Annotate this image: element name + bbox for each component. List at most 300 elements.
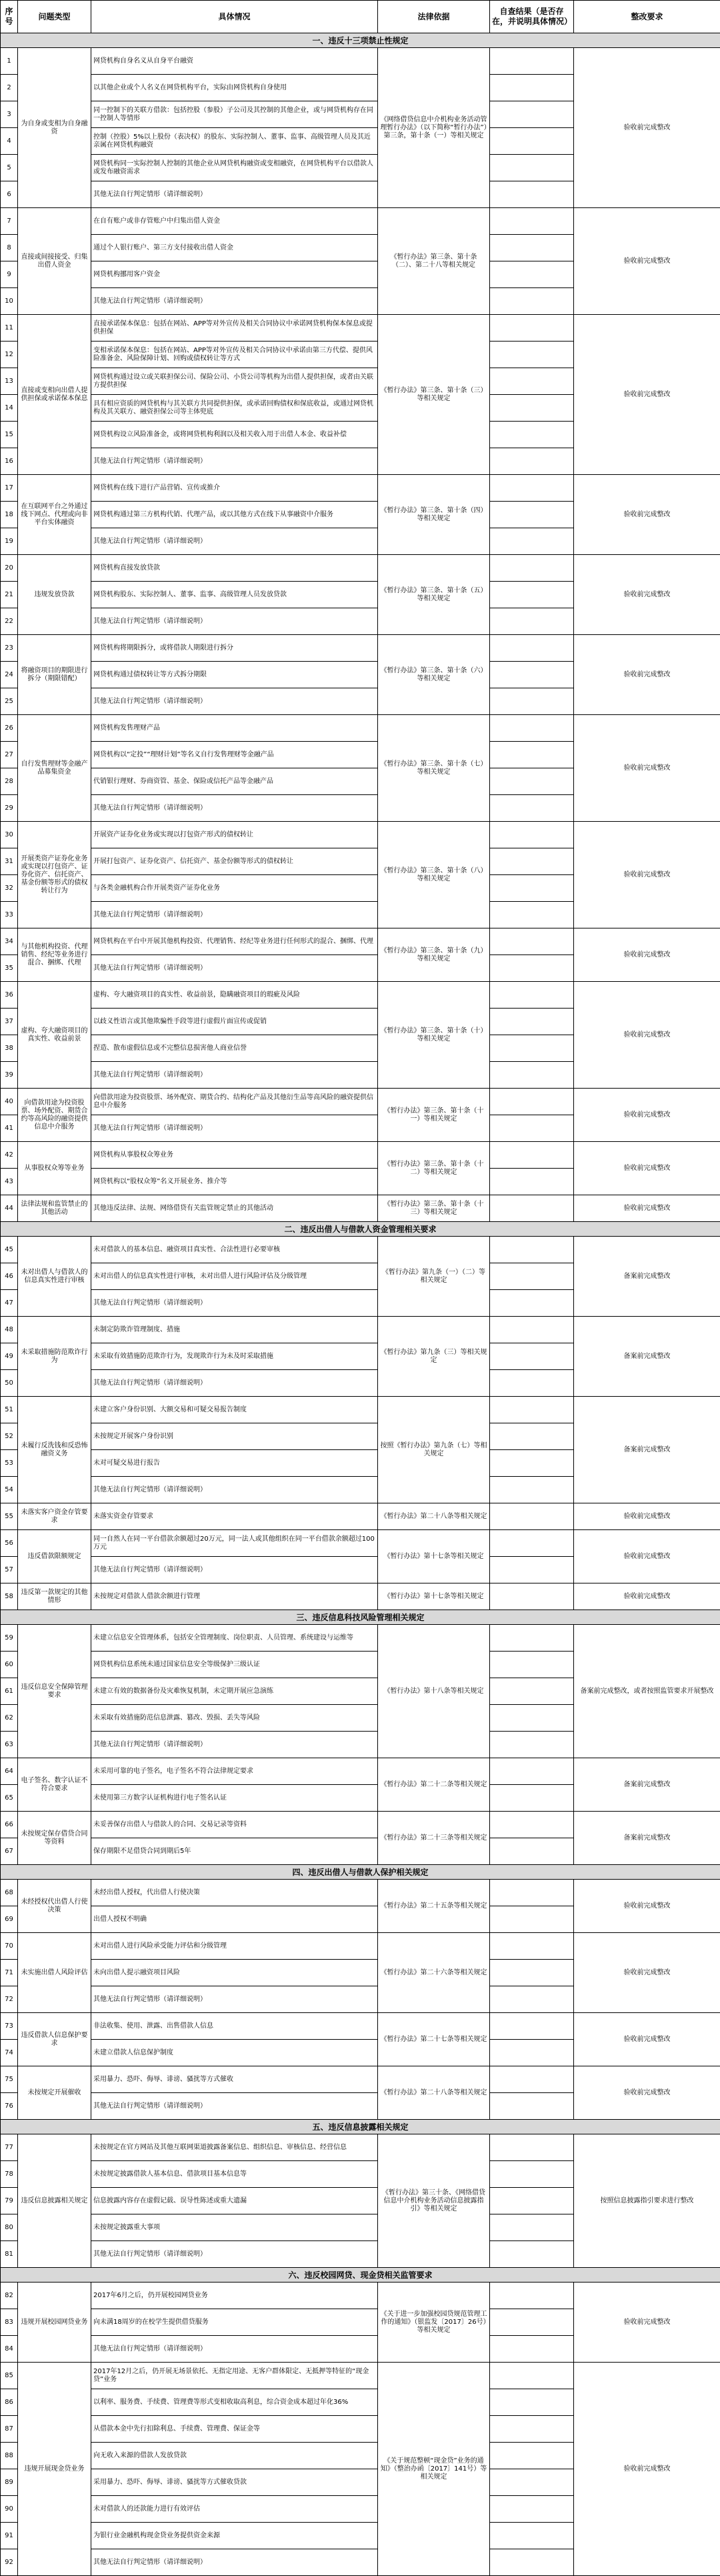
table-row: [1, 822, 720, 848]
issue-category: 违规开展现金贷业务: [18, 2363, 91, 2576]
table-row: [1, 2013, 720, 2040]
issue-detail: 其他无法自行判定情形（请详细说明）: [91, 902, 378, 928]
self-check-result-cell[interactable]: [490, 1625, 574, 1652]
table-row: [1, 928, 720, 955]
rectification-requirement: 验收前完成整改: [574, 2066, 720, 2120]
self-check-result-cell[interactable]: [490, 48, 574, 75]
item-number: 9: [1, 261, 18, 288]
item-number: 32: [1, 875, 18, 902]
self-check-result-cell[interactable]: [490, 502, 574, 528]
self-check-result-cell[interactable]: [490, 1705, 574, 1732]
issue-detail: 网贷机构直接发放贷款: [91, 555, 378, 582]
self-check-result-cell[interactable]: [490, 2040, 574, 2066]
rectification-requirement: 验收前完成整改: [574, 555, 720, 635]
self-check-result-cell[interactable]: [490, 208, 574, 235]
item-number: 56: [1, 1530, 18, 1557]
legal-basis: 《暂行办法》第三十条、《网络借贷信息中介机构业务活动信息披露指引》等相关规定: [378, 2134, 490, 2268]
issue-detail: 未对借款人的还款能力进行有效评估: [91, 2496, 378, 2523]
self-check-result-cell[interactable]: [490, 1530, 574, 1557]
issue-detail: 采用暴力、恐吓、侮辱、诽谤、骚扰等方式催收贷款: [91, 2469, 378, 2496]
issue-detail: 未向出借人提示融资项目风险: [91, 1960, 378, 1986]
self-check-result-cell[interactable]: [490, 1758, 574, 1785]
item-number: 49: [1, 1343, 18, 1370]
self-check-result-cell[interactable]: [490, 75, 574, 101]
self-check-result-cell[interactable]: [490, 1503, 574, 1530]
table-row: [1, 48, 720, 75]
issue-detail: 向未满18周岁的在校学生提供借贷服务: [91, 2309, 378, 2336]
self-check-result-cell[interactable]: [490, 822, 574, 848]
self-check-result-cell[interactable]: [490, 155, 574, 181]
self-check-result-cell[interactable]: [490, 875, 574, 902]
item-number: 46: [1, 1263, 18, 1290]
issue-category: 违反信息披露相关规定: [18, 2134, 91, 2268]
issue-detail: 未使用第三方数字认证机构进行电子签名认证: [91, 1785, 378, 1812]
rectification-requirement: 验收前完成整改: [574, 1142, 720, 1195]
item-number: 27: [1, 742, 18, 768]
item-number: 61: [1, 1678, 18, 1705]
self-check-result-cell[interactable]: [490, 2523, 574, 2549]
item-number: 79: [1, 2188, 18, 2214]
self-check-result-cell[interactable]: [490, 1397, 574, 1423]
item-number: 89: [1, 2469, 18, 2496]
legal-basis: 《暂行办法》第二十三条等相关规定: [378, 1812, 490, 1865]
table-row: [1, 1089, 720, 1115]
issue-detail: 未按规定在官方网站及其他互联网渠道披露备案信息、组织信息、审核信息、经营信息: [91, 2134, 378, 2161]
rectification-requirement: 验收前完成整改: [574, 48, 720, 208]
issue-detail: 控制（控股）5%以上股份（表决权）的股东、实际控制人、董事、监事、高级管理人员及其近亲属在网贷机构融资: [91, 128, 378, 155]
item-number: 72: [1, 1986, 18, 2013]
issue-detail: 从借款本金中先行扣除利息、手续费、管理费、保证金等: [91, 2416, 378, 2443]
self-check-result-cell[interactable]: [490, 2469, 574, 2496]
item-number: 25: [1, 688, 18, 715]
self-check-result-cell[interactable]: [490, 1557, 574, 1583]
issue-detail: 网贷机构从事股权众筹业务: [91, 1142, 378, 1169]
rectification-requirement: 验收前完成整改: [574, 2363, 720, 2576]
self-check-result-cell[interactable]: [490, 2363, 574, 2389]
rectification-requirement: 备案前完成整改: [574, 1758, 720, 1812]
issue-category: 虚构、夸大融资项目的真实性、收益前景: [18, 982, 91, 1089]
legal-basis: 《关于进一步加强校园贷规范管理工作的通知》（银监发〔2017〕26号）等相关规定: [378, 2283, 490, 2363]
item-number: 78: [1, 2161, 18, 2188]
table-row: [1, 2283, 720, 2309]
legal-basis: 《暂行办法》第二十六条等相关规定: [378, 1933, 490, 2013]
rectification-requirement: 验收前完成整改: [574, 822, 720, 928]
issue-detail: 网贷机构发售理财产品: [91, 715, 378, 742]
self-check-result-cell[interactable]: [490, 848, 574, 875]
legal-basis: 《暂行办法》第二十八条等相关规定: [378, 1503, 490, 1530]
item-number: 84: [1, 2336, 18, 2363]
issue-category: 违规发放贷款: [18, 555, 91, 635]
issue-detail: 网贷机构以“股权众筹”名义开展业务、推介等: [91, 1169, 378, 1195]
item-number: 82: [1, 2283, 18, 2309]
issue-category: 从事股权众筹等业务: [18, 1142, 91, 1195]
item-number: 69: [1, 1906, 18, 1933]
issue-detail: 未采取有效措施防范欺诈行为，发现欺诈行为未及时采取措施: [91, 1343, 378, 1370]
self-check-result-cell[interactable]: [490, 1477, 574, 1503]
rectification-requirement: 备案前完成整改: [574, 1317, 720, 1397]
self-check-result-cell[interactable]: [490, 795, 574, 822]
self-check-result-cell[interactable]: [490, 1290, 574, 1317]
item-number: 22: [1, 608, 18, 635]
issue-detail: 未建立客户身份识别、大额交易和可疑交易报告制度: [91, 1397, 378, 1423]
issue-detail: 网贷机构通过债权转让等方式拆分期限: [91, 662, 378, 688]
section-header-row: [1, 33, 720, 48]
issue-detail: 未按规定披露重大事项: [91, 2214, 378, 2241]
self-check-result-cell[interactable]: [490, 2336, 574, 2363]
self-check-result-cell[interactable]: [490, 261, 574, 288]
table-row: [1, 555, 720, 582]
self-check-result-cell[interactable]: [490, 1986, 574, 2013]
legal-basis: 《暂行办法》第二十七条等相关规定: [378, 2013, 490, 2066]
table-row: [1, 1758, 720, 1785]
item-number: 26: [1, 715, 18, 742]
item-number: 40: [1, 1089, 18, 1115]
item-number: 3: [1, 101, 18, 128]
item-number: 38: [1, 1035, 18, 1062]
self-check-result-cell[interactable]: [490, 2496, 574, 2523]
issue-detail: 以其他企业或个人名义在网贷机构平台，实际由网贷机构自身使用: [91, 75, 378, 101]
header-no: 序号: [1, 1, 18, 33]
self-check-result-cell[interactable]: [490, 395, 574, 422]
item-number: 18: [1, 502, 18, 528]
self-check-result-cell[interactable]: [490, 1583, 574, 1610]
item-number: 53: [1, 1450, 18, 1477]
item-number: 77: [1, 2134, 18, 2161]
self-check-result-cell[interactable]: [490, 1933, 574, 1960]
self-check-result-cell[interactable]: [490, 2093, 574, 2120]
item-number: 10: [1, 288, 18, 315]
self-check-result-cell[interactable]: [490, 448, 574, 475]
rectification-requirement: 验收前完成整改: [574, 1089, 720, 1142]
section-title: 二、违反出借人与借款人资金管理相关要求: [1, 1222, 720, 1237]
item-number: 80: [1, 2214, 18, 2241]
item-number: 59: [1, 1625, 18, 1652]
item-number: 14: [1, 395, 18, 422]
issue-detail: 未妥善保存出借人与借款人的合同、交易记录等资料: [91, 1812, 378, 1838]
self-check-result-cell[interactable]: [490, 2241, 574, 2268]
table-row: [1, 475, 720, 502]
section-title: 六、违反校园网贷、现金贷相关监管要求: [1, 2268, 720, 2283]
legal-basis: 《暂行办法》第三条、第十条（二）、第二十八等相关规定: [378, 208, 490, 315]
self-check-result-cell[interactable]: [490, 2214, 574, 2241]
self-check-result-cell[interactable]: [490, 1089, 574, 1115]
section-header-row: [1, 1610, 720, 1625]
self-check-result-cell[interactable]: [490, 1263, 574, 1290]
item-number: 63: [1, 1732, 18, 1758]
item-number: 21: [1, 582, 18, 608]
self-check-result-cell[interactable]: [490, 1009, 574, 1035]
issue-detail: 其他无法自行判定情形（请详细说明）: [91, 1732, 378, 1758]
self-check-result-cell[interactable]: [490, 2066, 574, 2093]
self-check-result-cell[interactable]: [490, 2161, 574, 2188]
item-number: 52: [1, 1423, 18, 1450]
item-number: 39: [1, 1062, 18, 1089]
rectification-requirement: 验收前完成整改: [574, 1583, 720, 1610]
item-number: 30: [1, 822, 18, 848]
self-check-result-cell[interactable]: [490, 1195, 574, 1222]
item-number: 42: [1, 1142, 18, 1169]
table-row: [1, 1397, 720, 1423]
self-check-result-cell[interactable]: [490, 1370, 574, 1397]
rectification-requirement: 验收前完成整改: [574, 635, 720, 715]
table-row: [1, 315, 720, 342]
self-check-result-cell[interactable]: [490, 2188, 574, 2214]
table-row: [1, 2363, 720, 2389]
rectification-requirement: 备案前完成整改: [574, 1812, 720, 1865]
legal-basis: 《暂行办法》第三条、第十条（十）等相关规定: [378, 982, 490, 1089]
issue-detail: 向无收入来源的借款人发放贷款: [91, 2443, 378, 2469]
legal-basis: 《网络借贷信息中介机构业务活动管理暂行办法》（以下简称“暂行办法”）第三条，第十条（一）等相关规定: [378, 48, 490, 208]
issue-detail: 其他无法自行判定情形（请详细说明）: [91, 181, 378, 208]
issue-detail: 未对出借人进行风险承受能力评估和分级管理: [91, 1933, 378, 1960]
issue-detail: 其他无法自行判定情形（请详细说明）: [91, 448, 378, 475]
issue-detail: 以利率、服务费、手续费、管理费等形式变相收取高利息，综合资金成本超过年化36%: [91, 2389, 378, 2416]
rectification-requirement: 备案前完成整改: [574, 1237, 720, 1317]
header-requirement: 整改要求: [574, 1, 720, 33]
section-header-row: [1, 2120, 720, 2134]
item-number: 16: [1, 448, 18, 475]
issue-category: 开展类资产证券化业务或实现以打包资产、证券化资产、信托资产、基金份额等形式的债权转让行为: [18, 822, 91, 928]
self-check-result-cell[interactable]: [490, 1062, 574, 1089]
item-number: 54: [1, 1477, 18, 1503]
issue-detail: 直接承诺保本保息：包括在网站、APP等对外宣传及相关合同协议中承诺网贷机构保本保息或提供担保: [91, 315, 378, 342]
legal-basis: 《暂行办法》第九条（三）等相关规定: [378, 1317, 490, 1397]
issue-category: 电子签名、数字认证不符合要求: [18, 1758, 91, 1812]
item-number: 7: [1, 208, 18, 235]
legal-basis: 按照《暂行办法》第九条（七）等相关规定: [378, 1397, 490, 1503]
self-check-result-cell[interactable]: [490, 1678, 574, 1705]
legal-basis: 《暂行办法》第三条、第十条（十三）等相关规定: [378, 1195, 490, 1222]
self-check-result-cell[interactable]: [490, 1960, 574, 1986]
issue-detail: 未按规定开展客户身份识别: [91, 1423, 378, 1450]
self-check-result-cell[interactable]: [490, 475, 574, 502]
issue-detail: 网贷机构将期限拆分，或将借款人期限进行拆分: [91, 635, 378, 662]
self-check-result-cell[interactable]: [490, 315, 574, 342]
self-check-result-cell[interactable]: [490, 1450, 574, 1477]
self-check-result-cell[interactable]: [490, 2549, 574, 2576]
issue-detail: 信息披露内容存在虚假记载、误导性陈述或重大遗漏: [91, 2188, 378, 2214]
self-check-result-cell[interactable]: [490, 101, 574, 128]
self-check-result-cell[interactable]: [490, 1838, 574, 1865]
legal-basis: 《暂行办法》第十七条等相关规定: [378, 1583, 490, 1610]
table-row: [1, 1583, 720, 1610]
item-number: 90: [1, 2496, 18, 2523]
self-check-result-cell[interactable]: [490, 1652, 574, 1678]
issue-category: 未按规定开展催收: [18, 2066, 91, 2120]
table-row: [1, 1530, 720, 1557]
section-header-row: [1, 2268, 720, 2283]
issue-category: 未实施出借人风险评估: [18, 1933, 91, 2013]
issue-detail: 未采取有效措施防范信息泄露、篡改、毁损、丢失等风险: [91, 1705, 378, 1732]
issue-detail: 其他无法自行判定情形（请详细说明）: [91, 288, 378, 315]
self-check-result-cell[interactable]: [490, 742, 574, 768]
issue-detail: 未制定防欺诈管理制度、措施: [91, 1317, 378, 1343]
item-number: 19: [1, 528, 18, 555]
issue-detail: 网贷机构设立风险准备金，或将网贷机构利润以及相关收入用于出借人本金、收益补偿: [91, 422, 378, 448]
issue-category: 未采取措施防范欺诈行为: [18, 1317, 91, 1397]
issue-detail: 未对出借人的信息真实性进行审核，未对出借人进行风险评估及分级管理: [91, 1263, 378, 1290]
item-number: 6: [1, 181, 18, 208]
table-row: [1, 208, 720, 235]
item-number: 5: [1, 155, 18, 181]
self-check-result-cell[interactable]: [490, 608, 574, 635]
issue-detail: 采用暴力、恐吓、侮辱、诽谤、骚扰等方式催收: [91, 2066, 378, 2093]
issue-category: 在互联网平台之外通过线下网点、代理或向非平台实体融资: [18, 475, 91, 555]
table-row: [1, 1812, 720, 1838]
item-number: 55: [1, 1503, 18, 1530]
issue-detail: 网贷机构股东、实际控制人、董事、监事、高级管理人员发放贷款: [91, 582, 378, 608]
item-number: 58: [1, 1583, 18, 1610]
table-row: [1, 982, 720, 1009]
table-row: [1, 1237, 720, 1263]
issue-detail: 未建立有效的数据备份及灾难恢复机制，未定期开展应急演练: [91, 1678, 378, 1705]
self-check-result-cell[interactable]: [490, 635, 574, 662]
section-title: 一、违反十三项禁止性规定: [1, 33, 720, 48]
table-row: [1, 2066, 720, 2093]
self-check-result-cell[interactable]: [490, 1035, 574, 1062]
self-check-result-cell[interactable]: [490, 768, 574, 795]
self-check-result-cell[interactable]: [490, 1732, 574, 1758]
self-check-result-cell[interactable]: [490, 1169, 574, 1195]
rectification-requirement: 备案前完成整改，或者按照监管要求开展整改: [574, 1625, 720, 1758]
self-check-result-cell[interactable]: [490, 1115, 574, 1142]
issue-detail: 以歧义性语言或其他欺骗性手段等进行虚假片面宣传或促销: [91, 1009, 378, 1035]
item-number: 13: [1, 368, 18, 395]
item-number: 92: [1, 2549, 18, 2576]
issue-detail: 网贷机构以“定投”“理财计划”等名义自行发售理财等金融产品: [91, 742, 378, 768]
self-check-result-cell[interactable]: [490, 528, 574, 555]
self-check-result-cell[interactable]: [490, 2443, 574, 2469]
item-number: 66: [1, 1812, 18, 1838]
self-check-result-cell[interactable]: [490, 662, 574, 688]
issue-detail: 其他无法自行判定情形（请详细说明）: [91, 2336, 378, 2363]
issue-detail: 网贷机构在平台中开展其他机构投资、代理销售、经纪等业务进行任何形式的混合、捆绑、代理: [91, 928, 378, 955]
item-number: 47: [1, 1290, 18, 1317]
item-number: 43: [1, 1169, 18, 1195]
self-check-result-cell[interactable]: [490, 1237, 574, 1263]
self-check-result-cell[interactable]: [490, 128, 574, 155]
table-row: [1, 715, 720, 742]
self-check-result-cell[interactable]: [490, 715, 574, 742]
self-check-result-cell[interactable]: [490, 2134, 574, 2161]
self-check-result-cell[interactable]: [490, 288, 574, 315]
item-number: 34: [1, 928, 18, 955]
item-number: 91: [1, 2523, 18, 2549]
issue-detail: 网贷机构通过第三方机构代销、代理产品，或以其他方式在线下从事融资中介服务: [91, 502, 378, 528]
issue-detail: 变相承诺保本保息：包括在网站、APP等对外宣传及相关合同协议中承诺由第三方代偿、提供风险准备金、风险保障计划、回购或债权转让等方式: [91, 342, 378, 368]
issue-detail: 开展打包资产、证券化资产、信托资产、基金份额等形式的债权转让: [91, 848, 378, 875]
rectification-requirement: 验收前完成整改: [574, 208, 720, 315]
issue-detail: 网贷机构挪用客户资金: [91, 261, 378, 288]
item-number: 57: [1, 1557, 18, 1583]
issue-detail: 同一控制下的关联方借款：包括控股（参股）子公司及其控制的其他企业，或与网贷机构存在同一控制人等情形: [91, 101, 378, 128]
self-check-result-cell[interactable]: [490, 1812, 574, 1838]
issue-detail: 非法收集、使用、泄露、出售借款人信息: [91, 2013, 378, 2040]
issue-detail: 出借人授权不明确: [91, 1906, 378, 1933]
self-check-result-cell[interactable]: [490, 902, 574, 928]
item-number: 68: [1, 1880, 18, 1906]
self-check-result-cell[interactable]: [490, 342, 574, 368]
rectification-requirement: 验收前完成整改: [574, 1933, 720, 2013]
legal-basis: 《暂行办法》第二十二条等相关规定: [378, 1758, 490, 1812]
issue-category: 未对出借人与借款人的信息真实性进行审核: [18, 1237, 91, 1317]
self-check-result-cell[interactable]: [490, 235, 574, 261]
self-check-result-cell[interactable]: [490, 982, 574, 1009]
self-check-result-cell[interactable]: [490, 1343, 574, 1370]
self-check-result-cell[interactable]: [490, 1906, 574, 1933]
self-check-result-cell[interactable]: [490, 422, 574, 448]
self-check-result-cell[interactable]: [490, 688, 574, 715]
item-number: 28: [1, 768, 18, 795]
item-number: 11: [1, 315, 18, 342]
item-number: 15: [1, 422, 18, 448]
item-number: 37: [1, 1009, 18, 1035]
rectification-requirement: 验收前完成整改: [574, 1530, 720, 1583]
issue-detail: 未建立信息安全管理体系，包括安全管理制度、岗位职责、人员管理、系统建设与运维等: [91, 1625, 378, 1652]
issue-detail: 其他无法自行判定情形（请详细说明）: [91, 795, 378, 822]
self-check-result-cell[interactable]: [490, 555, 574, 582]
issue-detail: 其他无法自行判定情形（请详细说明）: [91, 2241, 378, 2268]
issue-category: 违反第一款规定的其他情形: [18, 1583, 91, 1610]
issue-detail: 其他无法自行判定情形（请详细说明）: [91, 1115, 378, 1142]
self-check-result-cell[interactable]: [490, 1423, 574, 1450]
self-check-result-cell[interactable]: [490, 582, 574, 608]
self-check-result-cell[interactable]: [490, 955, 574, 982]
issue-category: 违规开展校园网贷业务: [18, 2283, 91, 2363]
item-number: 31: [1, 848, 18, 875]
rectification-requirement: 验收前完成整改: [574, 475, 720, 555]
issue-detail: 其他无法自行判定情形（请详细说明）: [91, 2093, 378, 2120]
issue-category: 未履行反洗钱和反恐怖融资义务: [18, 1397, 91, 1503]
issue-category: 直接或变相向出借人提供担保或承诺保本保息: [18, 315, 91, 475]
issue-detail: 未对可疑交易进行报告: [91, 1450, 378, 1477]
legal-basis: 《暂行办法》第二十八条等相关规定: [378, 2066, 490, 2120]
item-number: 62: [1, 1705, 18, 1732]
self-check-result-cell[interactable]: [490, 928, 574, 955]
self-check-result-cell[interactable]: [490, 2309, 574, 2336]
issue-detail: 2017年6月之后，仍开展校园网贷业务: [91, 2283, 378, 2309]
rectification-requirement: 验收前完成整改: [574, 1503, 720, 1530]
issue-detail: 具有相应资质的网贷机构与其关联方共同提供担保，或承诺回购债权和保底收益，或通过网贷机构及其关联方、融资担保公司等主体兜底: [91, 395, 378, 422]
self-check-result-cell[interactable]: [490, 2283, 574, 2309]
item-number: 12: [1, 342, 18, 368]
issue-detail: 通过个人银行账户、第三方支付接收出借人资金: [91, 235, 378, 261]
legal-basis: 《暂行办法》第三条、第十条（三）等相关规定: [378, 315, 490, 475]
issue-detail: 其他无法自行判定情形（请详细说明）: [91, 2549, 378, 2576]
self-check-result-cell[interactable]: [490, 1880, 574, 1906]
rectification-requirement: 按照信息披露指引要求进行整改: [574, 2134, 720, 2268]
rectification-requirement: 备案前完成整改: [574, 1397, 720, 1503]
item-number: 51: [1, 1397, 18, 1423]
self-check-result-cell[interactable]: [490, 1785, 574, 1812]
issue-detail: 其他无法自行判定情形（请详细说明）: [91, 608, 378, 635]
self-check-result-cell[interactable]: [490, 1317, 574, 1343]
item-number: 71: [1, 1960, 18, 1986]
self-check-result-cell[interactable]: [490, 181, 574, 208]
issue-detail: 在自有账户或非存管账户中归集出借人资金: [91, 208, 378, 235]
self-check-result-cell[interactable]: [490, 2416, 574, 2443]
self-check-result-cell[interactable]: [490, 2389, 574, 2416]
self-check-result-cell[interactable]: [490, 2013, 574, 2040]
header-row: [1, 1, 720, 33]
item-number: 76: [1, 2093, 18, 2120]
header-law: 法律依据: [378, 1, 490, 33]
self-check-result-cell[interactable]: [490, 368, 574, 395]
issue-detail: 未按规定披露借款人基本信息、借款项目基本信息等: [91, 2161, 378, 2188]
self-check-result-cell[interactable]: [490, 1142, 574, 1169]
table-body: [1, 33, 720, 2576]
item-number: 20: [1, 555, 18, 582]
